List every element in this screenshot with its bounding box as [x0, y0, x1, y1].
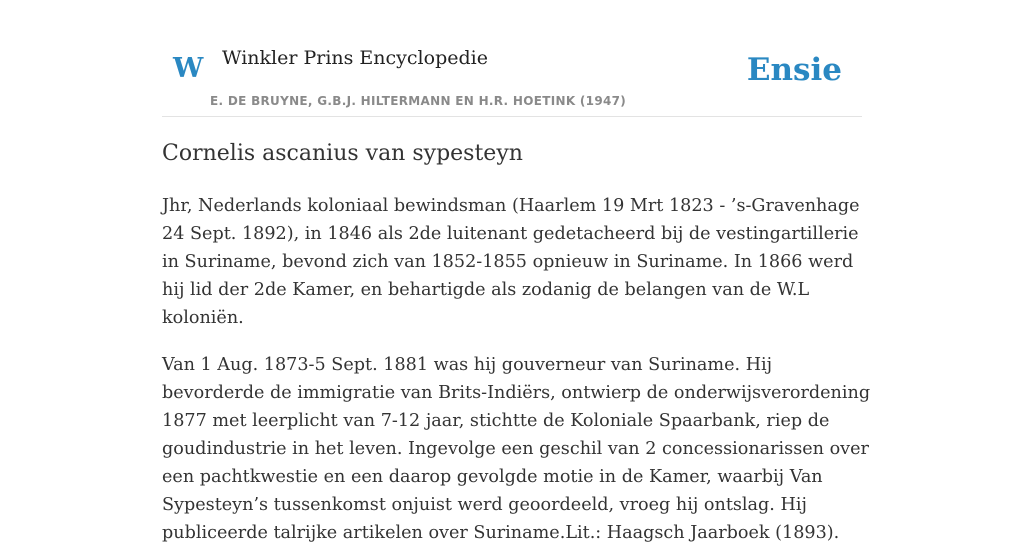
book-authors: E. DE BRUYNE, G.B.J. HILTERMANN EN H.R. HOETINK (1947): [210, 94, 627, 108]
book-logo[interactable]: W: [173, 53, 204, 84]
article-paragraph-2: Van 1 Aug. 1873-5 Sept. 1881 was hij gouverneur van Suriname. Hij bevorderde de immigratie van Brits-Indiërs, ontwierp de onderwijsverordening 1877 met leerplicht van 7-12 jaar, stichtte de Koloniale Spaarbank, riep de goudindustrie in het leven. Ingevolge een geschil van 2 concessionarissen over een pachtkwestie en een daarop gevolgde motie in de Kamer, waarbij Van Sypesteyn’s tussenkomst onjuist werd geoordeeld, vroeg hij ontslag. Hij publiceerde talrijke artikelen over Suriname.Lit.: Haagsch Jaarboek (1893).: [162, 355, 871, 543]
article: [162, 136, 872, 547]
article-paragraph-1: Jhr, Nederlands koloniaal bewindsman (Haarlem 19 Mrt 1823 - ’s-Gravenhage 24 Sept. 1892), in 1846 als 2de luitenant gedetacheerd bij de vestingartillerie in Suriname, bevond zich van 1852-1855 opnieuw in Suriname. In 1866 werd hij lid der 2de Kamer, en behartigde als zodanig de belangen van de W.L koloniën.: [162, 196, 860, 328]
book-header: [162, 0, 862, 117]
ensie-logo-link[interactable]: Ensie: [746, 52, 842, 88]
article-title: Cornelis ascanius van sypesteyn: [162, 141, 523, 166]
book-title[interactable]: Winkler Prins Encyclopedie: [222, 47, 488, 69]
